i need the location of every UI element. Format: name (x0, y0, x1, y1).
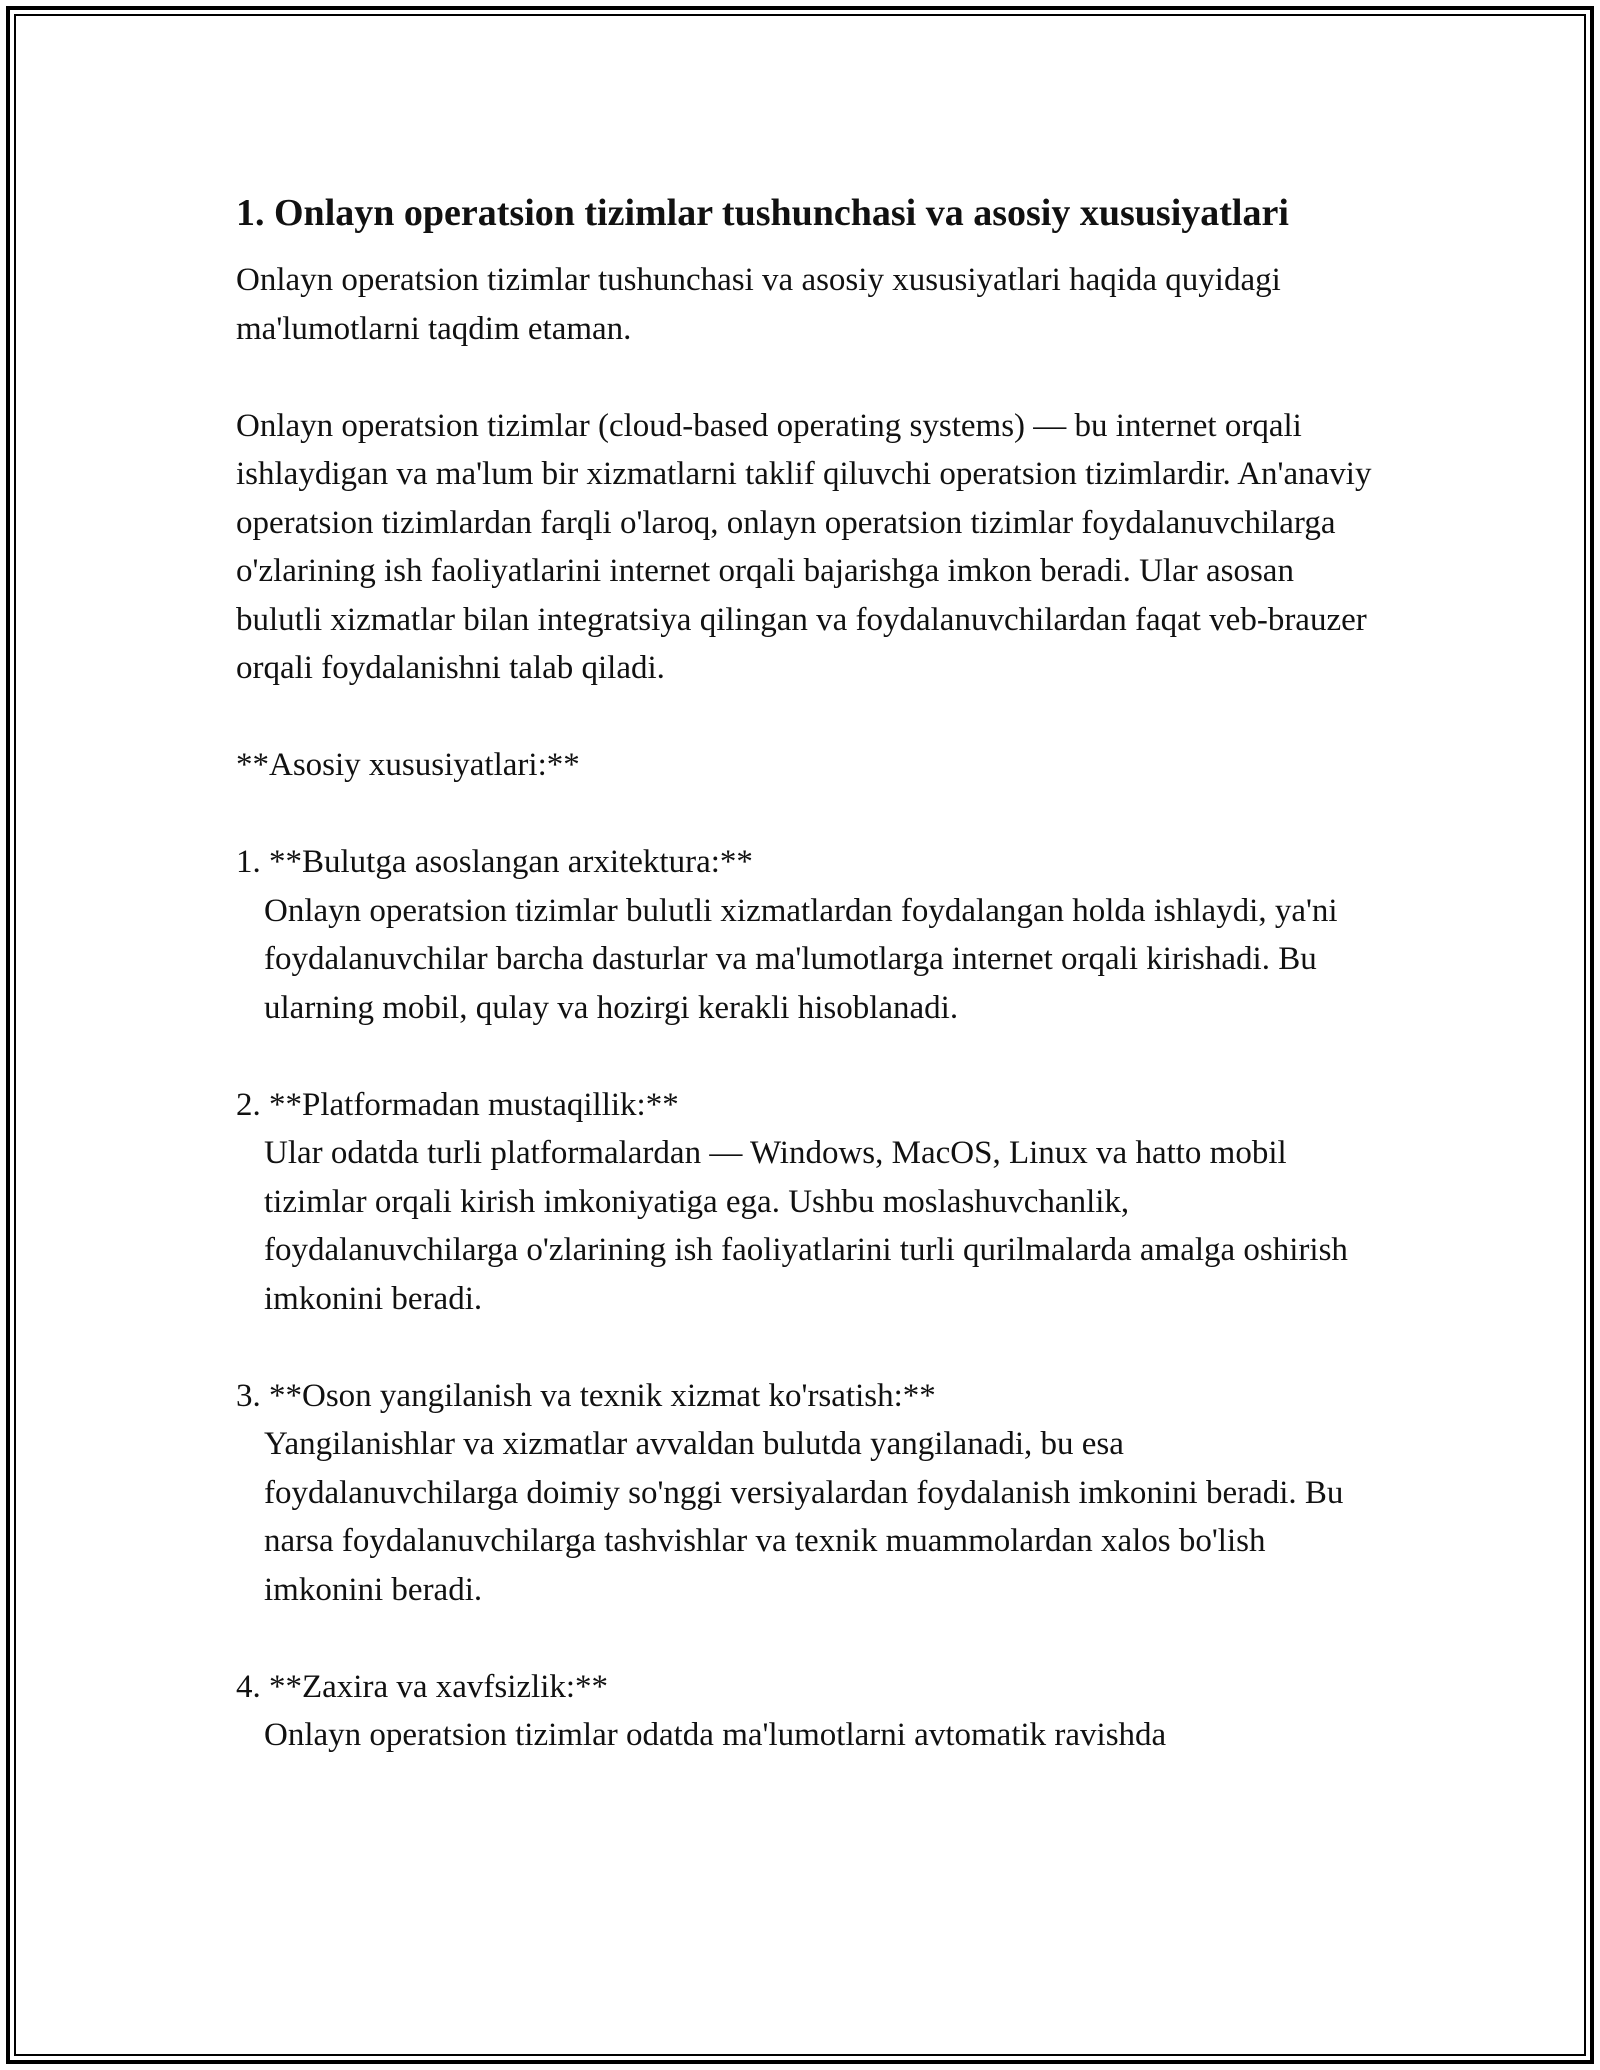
definition-paragraph: Onlayn operatsion tizimlar (cloud-based operating systems) — bu internet orqali ishlaydigan va ma'lum bir xizmatlarni taklif qiluvchi operatsion tizimlardir. An'anaviy operatsion tizimlardan farqli o'laroq, onlayn operatsion tizimlar foydalanuvchilarga o'zlarining ish faoliyatlarini internet orqali bajarishga imkon beradi. Ular asosan bulutli xizmatlar bilan integratsiya qilingan va foydalanuvchilardan faqat veb-brauzer orqali foydalanishni talab qiladi. (236, 407, 1372, 686)
feature-2-body: Ular odatda turli platformalardan — Windows, MacOS, Linux va hatto mobil tizimlar orqali kirish imkoniyatiga ega. Ushbu moslashuvchanlik, foydalanuvchilarga o'zlarining ish faoliyatlarini turli qurilmalarda amalga oshirish imkonini beradi. (264, 1135, 1348, 1317)
feature-4-heading: 4. **Zaxira va xavfsizlik:** (236, 1668, 609, 1705)
intro-paragraph: Onlayn operatsion tizimlar tushunchasi va asosiy xususiyatlari haqida quyidagi ma'lumotlarni taqdim etaman. (236, 262, 1281, 347)
spacer (236, 1032, 1376, 1081)
feature-1-body: Onlayn operatsion tizimlar bulutli xizmatlardan foydalangan holda ishlaydi, ya'ni foydalanuvchilar barcha dasturlar va ma'lumotlarga internet orqali kirishadi. Bu ularning mobil, qulay va hozirgi kerakli hisoblanadi. (264, 892, 1338, 1026)
feature-2-heading: 2. **Platformadan mustaqillik:** (236, 1086, 679, 1123)
feature-3-body: Yangilanishlar va xizmatlar avvaldan bulutda yangilanadi, bu esa foydalanuvchilarga doimiy so'nggi versiyalardan foydalanish imkonini beradi. Bu narsa foydalanuvchilarga tashvishlar va texnik muammolardan xalos bo'lish imkonini beradi. (264, 1426, 1344, 1608)
spacer (236, 790, 1376, 839)
spacer (236, 353, 1376, 402)
feature-3-heading: 3. **Oson yangilanish va texnik xizmat ko'rsatish:** (236, 1377, 936, 1414)
spacer (236, 1323, 1376, 1372)
features-heading: **Asosiy xususiyatlari:** (236, 747, 580, 783)
document-content (236, 186, 1376, 1760)
feature-1-heading: 1. **Bulutga asoslangan arxitektura:** (236, 844, 753, 880)
feature-4-body: Onlayn operatsion tizimlar odatda ma'lumotlarni avtomatik ravishda (264, 1717, 1167, 1753)
document-title: 1. Onlayn operatsion tizimlar tushunchasi va asosiy xususiyatlari (236, 192, 1289, 234)
spacer (236, 1614, 1376, 1663)
spacer (236, 693, 1376, 742)
